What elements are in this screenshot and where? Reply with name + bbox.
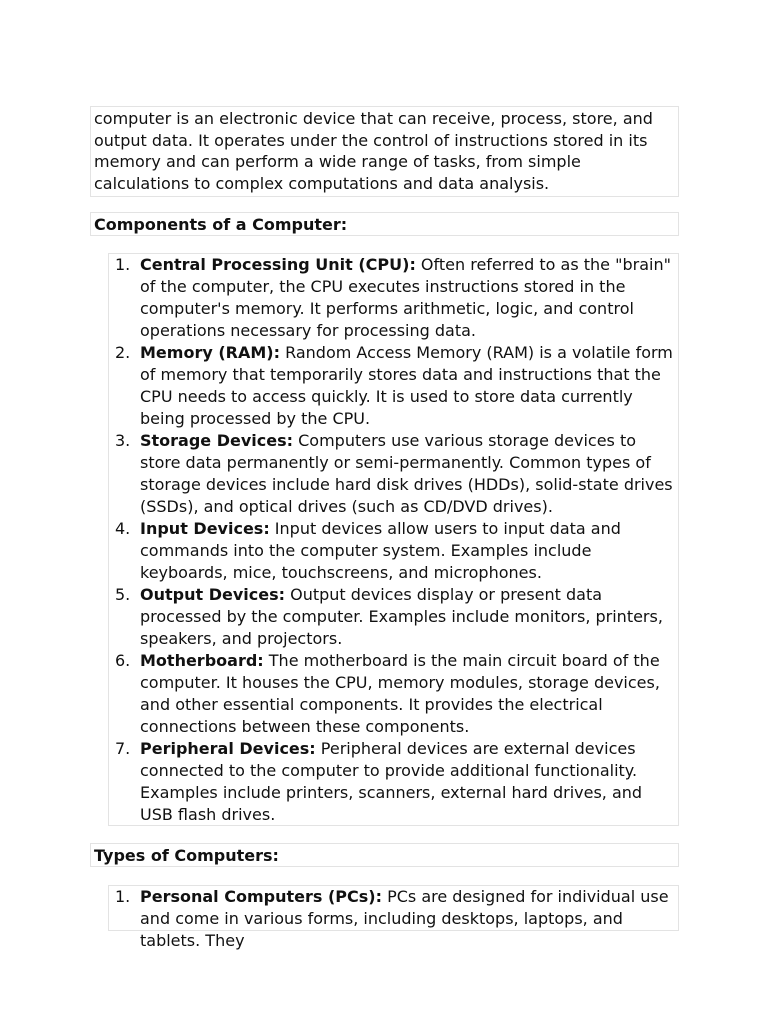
types-heading: Types of Computers:	[90, 843, 679, 867]
list-item-number: 6.	[115, 651, 131, 670]
list-item-term: Input Devices:	[140, 519, 270, 538]
list-item	[109, 584, 678, 650]
list-item-number: 2.	[115, 343, 131, 362]
list-item-text: Random Access Memory (RAM) is a volatile form of memory that temporarily stores data and instructions that the CPU needs to access quickly. It is used to store data currently being processed by the CPU.	[140, 343, 673, 428]
list-item-term: Output Devices:	[140, 585, 286, 604]
list-item-text: Input devices allow users to input data and commands into the computer system. Examples include keyboards, mice, touchscreens, and microphones.	[140, 519, 621, 582]
list-item-number: 5.	[115, 585, 131, 604]
list-item-text: Computers use various storage devices to store data permanently or semi-permanently. Common types of storage devices include hard disk drives (HDDs), solid-state drives (SSDs), and optical drives (such as CD/DVD drives).	[140, 431, 673, 516]
list-item-number: 4.	[115, 519, 131, 538]
list-item-text: Output devices display or present data processed by the computer. Examples include monitors, printers, speakers, and projectors.	[140, 585, 663, 648]
list-item-term: Personal Computers (PCs):	[140, 887, 382, 906]
list-item	[109, 650, 678, 738]
list-item	[109, 342, 678, 430]
list-item-number: 3.	[115, 431, 131, 450]
intro-paragraph: computer is an electronic device that can receive, process, store, and output data. It operates under the control of instructions stored in its memory and can perform a wide range of tasks, from simple calculations to complex computations and data analysis.	[90, 106, 679, 197]
types-list	[108, 885, 679, 950]
list-item-term: Memory (RAM):	[140, 343, 280, 362]
list-item-text: Peripheral devices are external devices connected to the computer to provide additional functionality. Examples include printers, scanners, external hard drives, and USB flash drives.	[140, 739, 643, 824]
list-item-number: 7.	[115, 739, 131, 758]
list-item	[109, 430, 678, 518]
list-item-text: PCs are designed for individual use and come in various forms, including desktops, laptops, and tablets. They	[140, 887, 669, 950]
list-item-text: The motherboard is the main circuit board of the computer. It houses the CPU, memory modules, storage devices, and other essential components. It provides the electrical connections between these components.	[140, 651, 660, 736]
components-heading: Components of a Computer:	[90, 212, 679, 236]
list-item	[109, 518, 678, 584]
list-item-text: Often referred to as the "brain" of the computer, the CPU executes instructions stored in the computer's memory. It performs arithmetic, logic, and control operations necessary for processing data.	[140, 255, 671, 340]
list-item-term: Peripheral Devices:	[140, 739, 316, 758]
list-item-term: Central Processing Unit (CPU):	[140, 255, 416, 274]
list-item	[109, 886, 678, 952]
components-list	[108, 253, 679, 826]
list-item-number: 1.	[115, 255, 131, 274]
list-item	[109, 254, 678, 342]
list-item	[109, 738, 678, 826]
list-item-term: Motherboard:	[140, 651, 264, 670]
list-item-number: 1.	[115, 887, 131, 906]
list-item-term: Storage Devices:	[140, 431, 294, 450]
